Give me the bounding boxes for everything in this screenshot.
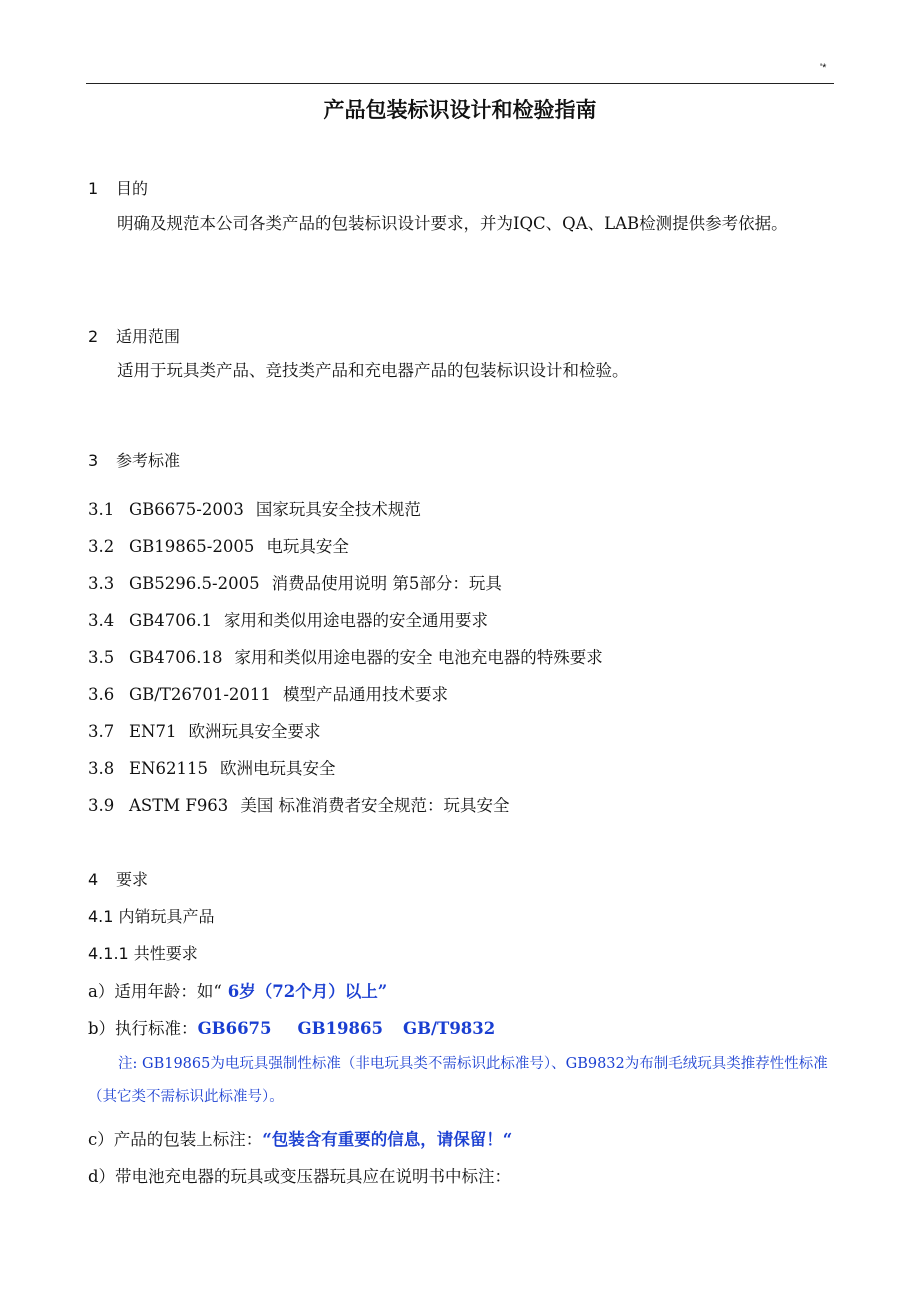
reference-text: 电玩具安全 bbox=[266, 537, 349, 556]
section-2-title: 适用范围 bbox=[116, 327, 181, 346]
section-1-body: 明确及规范本公司各类产品的包装标识设计要求，并为IQC、QA、LAB检测提供参考依据。 bbox=[117, 214, 788, 233]
reference-text: 欧洲玩具安全要求 bbox=[188, 722, 321, 741]
reference-number: 3.5 bbox=[88, 648, 115, 667]
requirement-b-standard: GB/T9832 bbox=[402, 1019, 496, 1038]
reference-text: 家用和类似用途电器的安全通用要求 bbox=[224, 611, 489, 630]
section-1-heading bbox=[88, 176, 148, 199]
reference-number: 3.2 bbox=[88, 537, 115, 556]
reference-item bbox=[88, 533, 349, 557]
requirement-a bbox=[88, 978, 387, 1002]
section-4-title: 要求 bbox=[116, 870, 149, 889]
reference-number: 3.9 bbox=[88, 796, 115, 815]
requirement-c-label: c）产品的包装上标注： bbox=[88, 1130, 263, 1149]
section-3-heading bbox=[88, 448, 180, 471]
reference-item bbox=[88, 607, 488, 631]
header-mark: '* bbox=[820, 62, 827, 74]
requirement-b-standard: GB6675 bbox=[197, 1019, 272, 1038]
requirement-c-value: “包装含有重要的信息，请保留！“ bbox=[262, 1130, 513, 1149]
reference-code: GB19865-2005 bbox=[129, 537, 255, 556]
section-2-body: 适用于玩具类产品、竞技类产品和充电器产品的包装标识设计和检验。 bbox=[117, 361, 629, 380]
reference-number: 3.7 bbox=[88, 722, 115, 741]
requirement-b-standard: GB19865 bbox=[297, 1019, 383, 1038]
reference-number: 3.3 bbox=[88, 574, 115, 593]
reference-number: 3.4 bbox=[88, 611, 115, 630]
document-title: 产品包装标识设计和检验指南 bbox=[323, 98, 597, 122]
requirement-d: d）带电池充电器的玩具或变压器玩具应在说明书中标注： bbox=[88, 1167, 512, 1186]
section-4-heading bbox=[88, 867, 148, 890]
reference-code: GB/T26701-2011 bbox=[129, 685, 271, 704]
reference-text: 欧洲电玩具安全 bbox=[219, 759, 336, 778]
requirement-b-note: 注: GB19865为电玩具强制性标准（非电玩具类不需标识此标准号）、GB9832为布制毛绒玩具类推荐性性标准（其它类不需标识此标准号）。 bbox=[88, 1056, 828, 1105]
reference-item bbox=[88, 570, 502, 594]
reference-item bbox=[88, 496, 421, 520]
reference-item bbox=[88, 718, 320, 742]
section-4-number: 4 bbox=[88, 870, 99, 889]
reference-code: GB6675-2003 bbox=[129, 500, 244, 519]
requirement-b-label: b）执行标准： bbox=[88, 1019, 198, 1038]
section-1-number: 1 bbox=[88, 179, 99, 198]
requirement-a-label: a）适用年龄：如“ bbox=[88, 982, 222, 1001]
reference-code: EN62115 bbox=[129, 759, 208, 778]
reference-text: 国家玩具安全技术规范 bbox=[255, 500, 421, 519]
reference-code: EN71 bbox=[129, 722, 177, 741]
reference-text: 家用和类似用途电器的安全 电池充电器的特殊要求 bbox=[234, 648, 603, 667]
section-1-title: 目的 bbox=[116, 179, 149, 198]
header-rule bbox=[86, 83, 834, 84]
subsection-4-1-1-heading: 4.1.1 共性要求 bbox=[88, 944, 198, 963]
section-3-number: 3 bbox=[88, 451, 99, 470]
reference-text: 模型产品通用技术要求 bbox=[282, 685, 448, 704]
reference-item bbox=[88, 792, 510, 816]
reference-item bbox=[88, 681, 448, 705]
requirement-b bbox=[88, 1015, 495, 1039]
section-2-number: 2 bbox=[88, 327, 99, 346]
reference-text: 美国 标准消费者安全规范：玩具安全 bbox=[240, 796, 510, 815]
section-3-title: 参考标准 bbox=[116, 451, 181, 470]
subsection-4-1-heading: 4.1 内销玩具产品 bbox=[88, 907, 215, 926]
reference-code: GB4706.18 bbox=[129, 648, 223, 667]
reference-number: 3.1 bbox=[88, 500, 115, 519]
reference-item bbox=[88, 755, 335, 779]
requirement-a-value: 6岁（72个月）以上” bbox=[227, 982, 388, 1001]
reference-item bbox=[88, 644, 603, 668]
reference-code: ASTM F963 bbox=[129, 796, 229, 815]
reference-code: GB4706.1 bbox=[129, 611, 213, 630]
reference-code: GB5296.5-2005 bbox=[129, 574, 260, 593]
reference-number: 3.8 bbox=[88, 759, 115, 778]
requirement-c bbox=[88, 1126, 512, 1150]
reference-text: 消费品使用说明 第5部分：玩具 bbox=[271, 574, 502, 593]
reference-number: 3.6 bbox=[88, 685, 115, 704]
section-2-heading bbox=[88, 324, 180, 347]
